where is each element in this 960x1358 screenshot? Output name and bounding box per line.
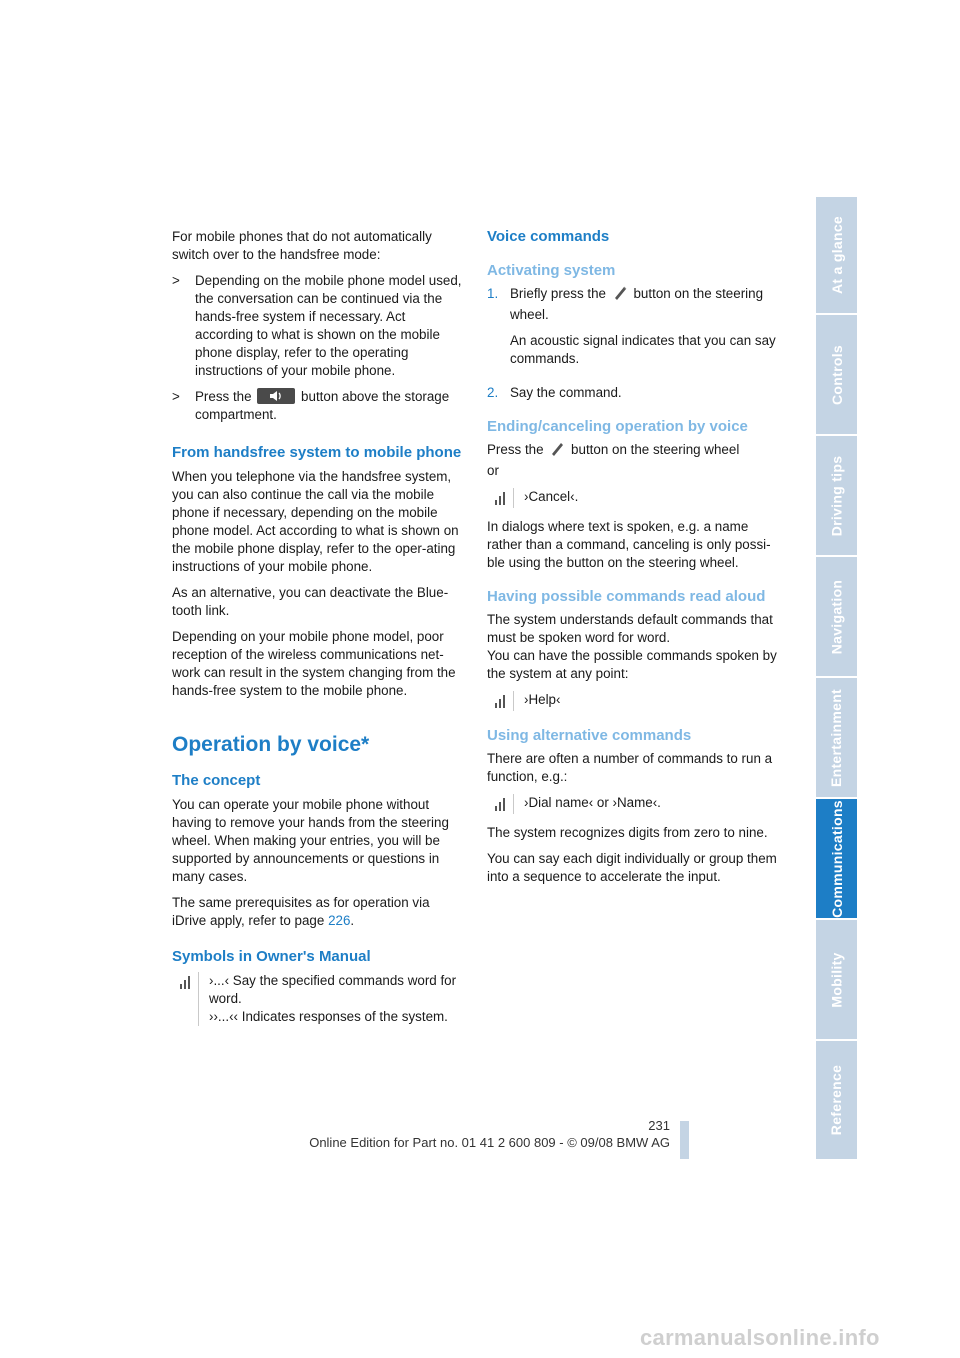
paragraph: There are often a number of commands to run a function, e.g.: — [487, 751, 773, 784]
list-item: 2. Say the command. — [487, 385, 622, 400]
watermark: carmanualsonline.info — [640, 1325, 880, 1350]
symbols-note — [172, 972, 464, 1026]
bullet-text: Depending on the mobile phone model used, the conversation can be continued via the hands-free system if necessary. Act according to what is shown on the mobile phone display, refer to the operating instructions of your mobile phone. — [195, 273, 462, 378]
voice-command-icon — [487, 794, 514, 814]
section-heading: The concept — [172, 772, 261, 789]
tab-entertainment[interactable]: Entertainment — [816, 678, 857, 799]
subsection-heading: Using alternative commands — [487, 727, 692, 744]
edition-footer: Online Edition for Part no. 01 41 2 600 809 - © 09/08 BMW AG — [309, 1135, 670, 1150]
paragraph: You can operate your mobile phone without having to remove your hands from the steering wheel. When making your entries, you will be supported by announcements or questions in many cases. — [172, 797, 449, 884]
tab-navigation[interactable]: Navigation — [816, 557, 857, 678]
symbol-say-text: ›...‹ Say the specified commands word for word. — [209, 973, 457, 1006]
paragraph: The same prerequisites as for operation via iDrive apply, refer to page 226. — [172, 895, 430, 928]
tab-controls[interactable]: Controls — [816, 315, 857, 436]
chapter-sidebar — [816, 197, 857, 1161]
tab-at-a-glance[interactable]: At a glance — [816, 197, 857, 315]
steering-wheel-button-icon — [612, 285, 628, 306]
section-heading: From handsfree system to mobile phone — [172, 444, 462, 461]
paragraph: As an alternative, you can deactivate the Blue-tooth link. — [172, 585, 449, 618]
paragraph: Depending on your mobile phone model, poor reception of the wireless communications net-work can result in the system changing from the hands-free system to the mobile phone. — [172, 629, 456, 698]
intro-text: For mobile phones that do not automatically switch over to the handsfree mode: — [172, 229, 432, 262]
paragraph: The system recognizes digits from zero to nine. — [487, 825, 768, 840]
symbol-response-text: ››...‹‹ Indicates responses of the system. — [209, 1009, 448, 1024]
list-item — [172, 272, 464, 380]
page-link[interactable]: 226 — [328, 913, 351, 928]
list-item: 1. Briefly press the button on the steering wheel. An acoustic signal indicates that you can say commands. — [487, 285, 783, 376]
paragraph: When you telephone via the handsfree system, you can also continue the call via the mobile phone if necessary, depending on the mobile phone model. Act according to what is shown on the mobile phone display, refer to the oper-ating instructions of your mobile phone. — [172, 469, 459, 574]
voice-command-icon — [487, 488, 514, 508]
paragraph: You can say each digit individually or group them into a sequence to accelerate the input. — [487, 851, 777, 884]
subsection-heading: Activating system — [487, 262, 616, 279]
voice-command-icon — [487, 691, 514, 711]
step-number: 2. — [487, 385, 499, 400]
subsection-heading: Having possible commands read aloud — [487, 588, 766, 605]
tab-driving-tips[interactable]: Driving tips — [816, 436, 857, 557]
voice-command-icon — [172, 972, 199, 1026]
bullet-text: Press the button above the storage compartment. — [195, 389, 450, 422]
page-marker — [680, 1121, 689, 1159]
section-heading: Voice commands — [487, 228, 610, 245]
voice-command: ›Dial name‹ or ›Name‹. — [487, 794, 783, 814]
paragraph: You can have the possible commands spoken by the system at any point: — [487, 648, 777, 681]
left-column — [172, 228, 464, 1036]
list-item — [172, 388, 464, 424]
section-heading: Symbols in Owner's Manual — [172, 948, 371, 965]
chapter-heading: Operation by voice* — [172, 733, 370, 756]
right-column: Voice commands Activating system 1. Briefly press the button on the steering wheel. An acoustic signal indicates that you can say commands. 2. Say the command. Ending/canceling operation by voice Press the button on the steering wheel or ›Cancel‹. In dialogs where text is spoken, e.g. a name rather than a command, canceling is only possi-ble using the button on the steering wheel. Having possible commands read aloud The system understands default commands that must be spoken word for word. You can have the possible commands spoken by the system at any point: ›Help‹ Using alternative commands There are often a number of commands to run a function, e.g.: ›Dial name‹ or ›Name‹. The system recognizes digits from zero to nine. You can say each digit individually or group them into a sequence to accelerate the input. — [487, 228, 783, 894]
tab-reference[interactable]: Reference — [816, 1041, 857, 1161]
tab-mobility[interactable]: Mobility — [816, 920, 857, 1041]
subsection-heading: Ending/canceling operation by voice — [487, 418, 748, 435]
bullet-marker: > — [172, 389, 180, 404]
steering-wheel-button-icon — [549, 441, 565, 462]
step-number: 1. — [487, 286, 499, 301]
tab-communications[interactable]: Communications — [816, 799, 857, 920]
bullet-marker: > — [172, 273, 180, 288]
paragraph: In dialogs where text is spoken, e.g. a name rather than a command, canceling is only possi-ble using the button on the steering wheel. — [487, 519, 771, 570]
speaker-button-icon — [257, 388, 295, 404]
page-number: 231 — [648, 1118, 670, 1133]
voice-command: ›Cancel‹. — [487, 488, 783, 508]
paragraph: The system understands default commands that must be spoken word for word. — [487, 612, 773, 645]
voice-command: ›Help‹ — [487, 691, 783, 711]
